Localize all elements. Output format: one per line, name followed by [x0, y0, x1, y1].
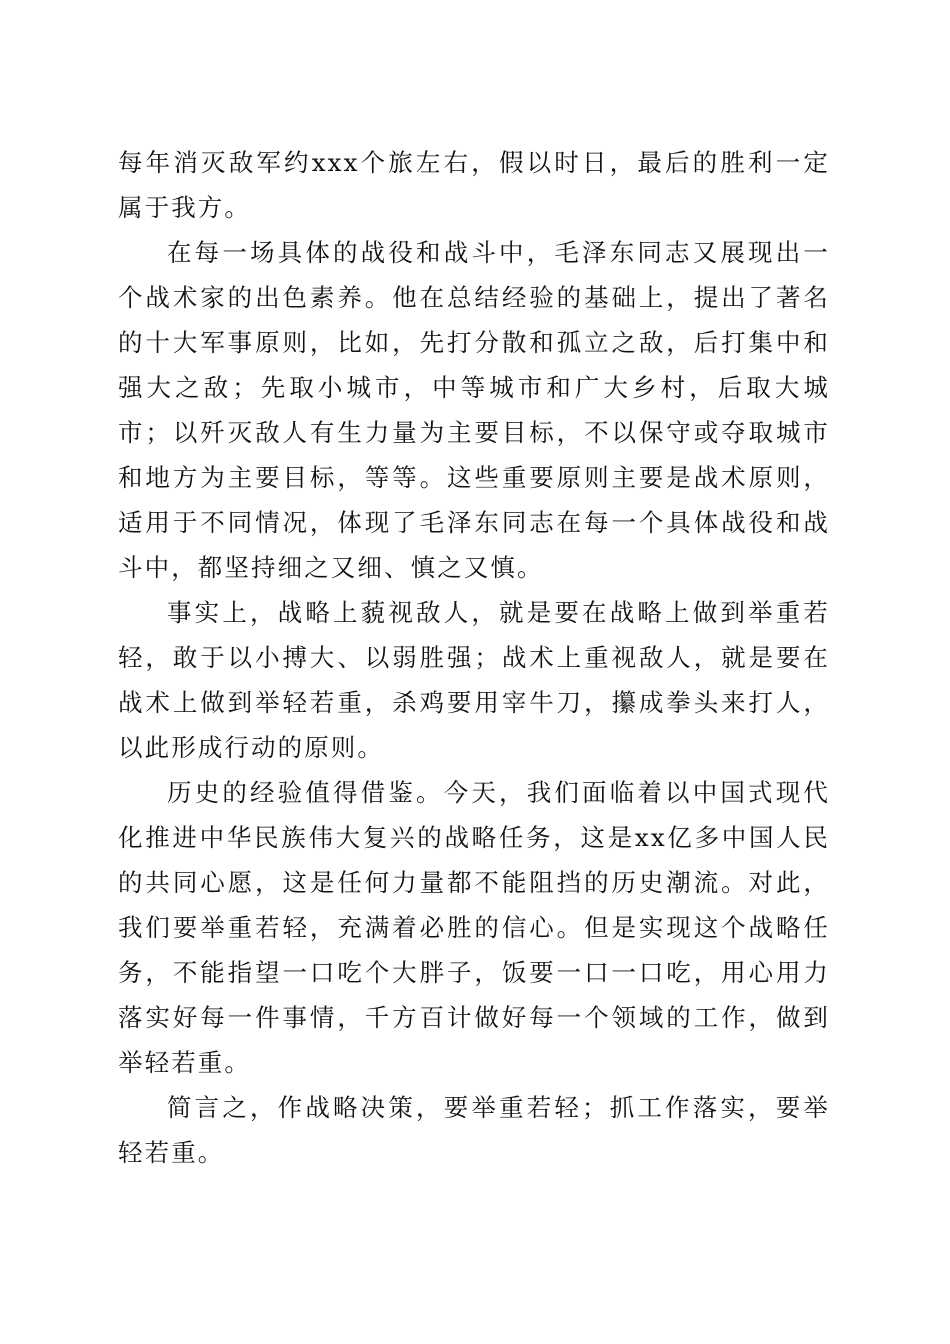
paragraph-strategy-tactics: 事实上，战略上藐视敌人，就是要在战略上做到举重若轻，敢于以小搏大、以弱胜强；战术上重视敌人，就是要在战术上做到举轻若重，杀鸡要用宰牛刀，攥成拳头来打人，以此形成行动的原则。 — [118, 598, 830, 762]
paragraph-historical-lessons: 历史的经验值得借鉴。今天，我们面临着以中国式现代化推进中华民族伟大复兴的战略任务，这是xx亿多中国人民的共同心愿，这是任何力量都不能阻挡的历史潮流。对此，我们要举重若轻，充满着必胜的信心。但是实现这个战略任务，不能指望一口吃个大胖子，饭要一口一口吃，用心用力落实好每一件事情，千方百计做好每一个领域的工作，做到举轻若重。 — [118, 778, 830, 1077]
paragraph-summary: 简言之，作战略决策，要举重若轻；抓工作落实，要举轻若重。 — [118, 1093, 830, 1167]
paragraph-tactics: 在每一场具体的战役和战斗中，毛泽东同志又展现出一个战术家的出色素养。他在总结经验的基础上，提出了著名的十大军事原则，比如，先打分散和孤立之敌，后打集中和强大之敌；先取小城市，中等城市和广大乡村，后取大城市；以歼灭敌人有生力量为主要目标，不以保守或夺取城市和地方为主要目标，等等。这些重要原则主要是战术原则，适用于不同情况，体现了毛泽东同志在每一个具体战役和战斗中，都坚持细之又细、慎之又慎。 — [118, 238, 830, 582]
document-body — [118, 140, 830, 1175]
paragraph-continuation: 每年消灭敌军约xxx个旅左右，假以时日，最后的胜利一定属于我方。 — [118, 148, 830, 222]
